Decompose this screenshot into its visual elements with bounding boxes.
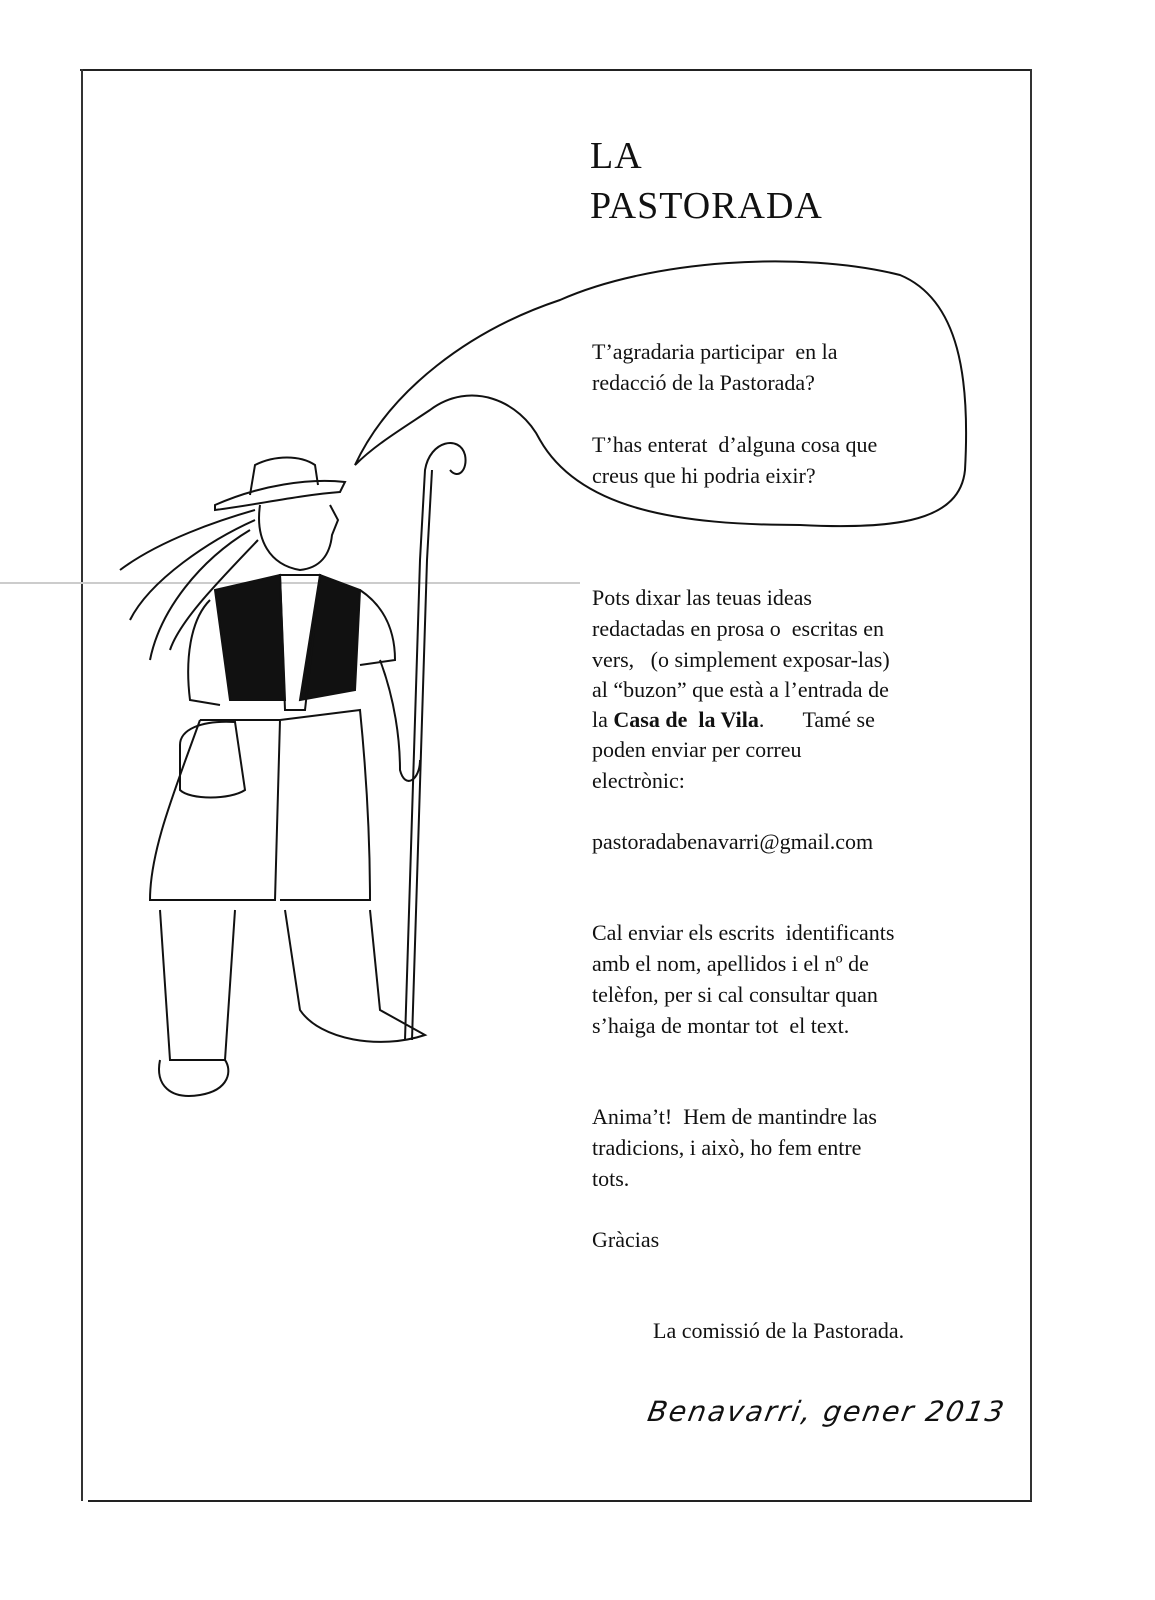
body-line: tots. bbox=[592, 1166, 630, 1191]
vest bbox=[215, 575, 360, 700]
body-line: Pots dixar las teuas ideas bbox=[592, 585, 812, 610]
shoe bbox=[159, 1060, 228, 1096]
hat-icon bbox=[215, 458, 345, 511]
trousers bbox=[150, 710, 370, 900]
text: la bbox=[592, 707, 614, 732]
signature-text: La comissió de la Pastorada. bbox=[653, 1318, 905, 1343]
handwritten-date: Benavarri, gener 2013 bbox=[645, 1395, 1009, 1428]
head bbox=[259, 505, 338, 570]
body-line: vers, (o simplement exposar-las) bbox=[592, 647, 890, 672]
text: . Tamé se bbox=[758, 707, 875, 732]
body-line: telèfon, per si cal consultar quan bbox=[592, 982, 878, 1007]
casa-de-la-vila-bold: Casa de la Vila bbox=[613, 707, 759, 732]
title-line-1: LA bbox=[590, 135, 643, 177]
bubble-text-line: T’agradaria participar en la bbox=[592, 339, 838, 364]
body-line: Cal enviar els escrits identificants bbox=[592, 920, 895, 945]
crook-staff bbox=[405, 443, 466, 1040]
bubble-text-line: creus que hi podria eixir? bbox=[592, 463, 816, 488]
body-line: electrònic: bbox=[592, 768, 685, 793]
email-address[interactable]: pastoradabenavarri@gmail.com bbox=[592, 829, 874, 854]
body-line: redactadas en prosa o escritas en bbox=[592, 616, 884, 641]
thanks-text: Gràcias bbox=[592, 1227, 660, 1252]
body-line: al “buzon” que està a l’entrada de bbox=[592, 677, 889, 702]
body-line: amb el nom, apellidos i el nº de bbox=[592, 951, 869, 976]
body-line: Anima’t! Hem de mantindre las bbox=[592, 1104, 877, 1129]
body-line bbox=[592, 706, 875, 734]
legs bbox=[160, 910, 425, 1060]
bubble-text-line: redacció de la Pastorada? bbox=[592, 370, 815, 395]
bag bbox=[180, 722, 245, 798]
bubble-text-line: T’has enterat d’alguna cosa que bbox=[592, 432, 878, 457]
body-line: poden enviar per correu bbox=[592, 737, 802, 762]
body-line: tradicions, i això, ho fem entre bbox=[592, 1135, 862, 1160]
title-line-2: PASTORADA bbox=[590, 185, 823, 227]
body-line: s’haiga de montar tot el text. bbox=[592, 1013, 850, 1038]
